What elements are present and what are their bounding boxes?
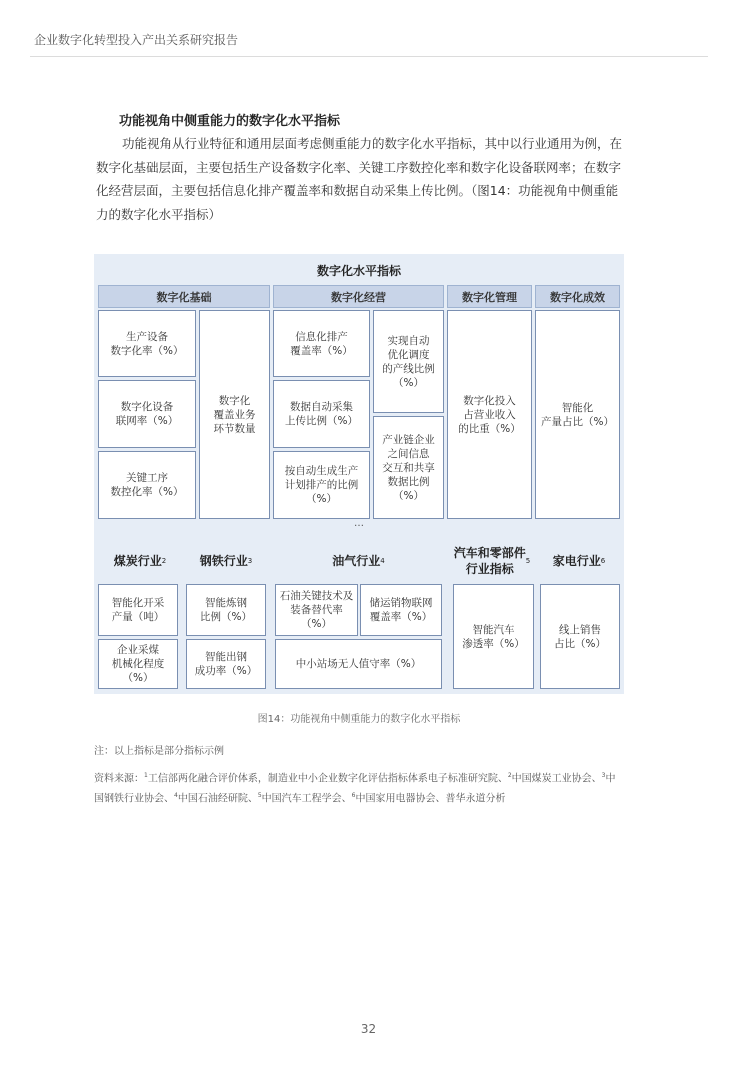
indicator-oil-equipment: 石油关键技术及 装备替代率 （%） xyxy=(275,584,358,636)
indicator-coal-mech: 企业采煤 机械化程度 （%） xyxy=(98,639,178,689)
diagram-title: 数字化水平指标 xyxy=(316,264,401,278)
industry-steel: 钢铁行业 3 xyxy=(199,554,253,568)
indicator-oil-station: 中小站场无人值守率（%） xyxy=(275,639,442,689)
indicator-info-scheduling: 信息化排产 覆盖率（%） xyxy=(273,310,370,377)
indicator-production-equipment: 生产设备 数字化率（%） xyxy=(98,310,196,377)
indicator-coal-mining: 智能化开采 产量（吨） xyxy=(98,584,178,636)
category-digital-operation: 数字化经营 xyxy=(273,285,444,308)
category-digital-management: 数字化管理 xyxy=(447,285,532,308)
indicator-auto-optimize: 实现自动 优化调度 的产线比例 （%） xyxy=(373,310,444,413)
indicator-appliance-online: 线上销售 占比（%） xyxy=(540,584,620,689)
indicator-key-process: 关键工序 数控化率（%） xyxy=(98,451,196,519)
industry-appliance: 家电行业 6 xyxy=(552,554,606,568)
footnote: 注：以上指标是部分指标示例 xyxy=(94,746,224,757)
indicator-steel-smelt: 智能炼钢 比例（%） xyxy=(186,584,266,636)
indicator-data-upload: 数据自动采集 上传比例（%） xyxy=(273,380,370,448)
figure-caption: 图14：功能视角中侧重能力的数字化水平指标 xyxy=(257,714,461,725)
industry-oil-gas: 油气行业 4 xyxy=(332,554,385,568)
section-title: 功能视角中侧重能力的数字化水平指标 xyxy=(119,114,341,129)
indicator-oil-logistics: 储运销物联网 覆盖率（%） xyxy=(360,584,442,636)
page-header: 企业数字化转型投入产出关系研究报告 xyxy=(34,33,239,47)
indicator-auto-penetration: 智能汽车 渗透率（%） xyxy=(453,584,534,689)
page-number: 32 xyxy=(360,1022,377,1036)
indicator-smart-output: 智能化 产量占比（%） xyxy=(535,310,620,519)
indicator-auto-plan: 按自动生成生产 计划排产的比例 （%） xyxy=(273,451,370,519)
category-digital-outcome: 数字化成效 xyxy=(535,285,620,308)
indicator-coverage-count: 数字化 覆盖业务 环节数量 xyxy=(199,310,270,519)
indicator-chain-share: 产业链企业 之间信息 交互和共享 数据比例 （%） xyxy=(373,416,444,519)
indicator-steel-tap: 智能出钢 成功率（%） xyxy=(186,639,266,689)
ellipsis-text: … xyxy=(354,518,364,529)
header-divider xyxy=(30,56,708,57)
industry-coal: 煤炭行业 2 xyxy=(113,554,167,568)
source-text: 资料来源：$^1$工信部两化融合评价体系，制造业中小企业数字化评估指标体系电子标准研究院、$^2$中国煤炭工业协会、$^3$中国钢铁行业协会、$^4$中国石油经研院、$^5$中国汽车工程学会、$^6$中国家用电器协会、普华永道分析 xyxy=(94,772,616,805)
indicator-equipment-network: 数字化设备 联网率（%） xyxy=(98,380,196,448)
indicator-investment-ratio: 数字化投入 占营业收入 的比重（%） xyxy=(447,310,532,519)
section-paragraph: 功能视角从行业特征和通用层面考虑侧重能力的数字化水平指标，其中以行业通用为例，在数字化基础层面，主要包括生产设备数字化率、关键工序数控化率和数字化设备联网率；在数字化经营层面，主要包括信息化排产覆盖率和数据自动采集上传比例。（图14：功能视角中侧重能力的数字化水平指标） xyxy=(96,136,623,222)
category-digital-basic: 数字化基础 xyxy=(98,285,270,308)
industry-auto: 汽车和零部件 行业指标 5 xyxy=(453,546,531,576)
